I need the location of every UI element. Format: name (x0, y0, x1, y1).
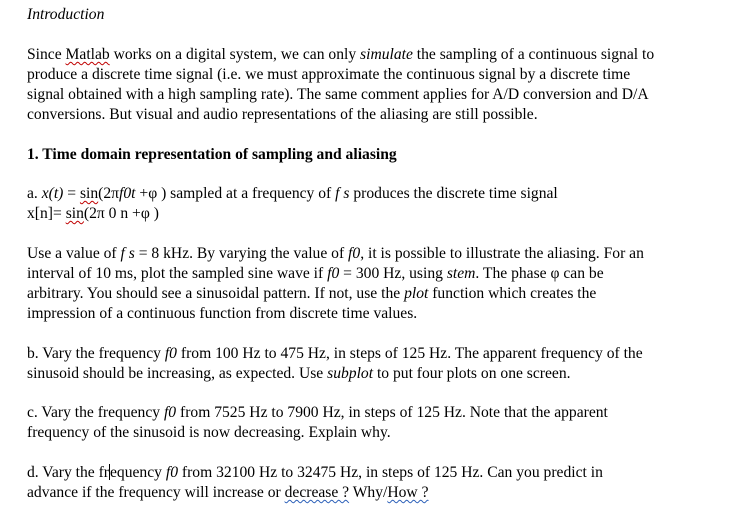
text-run: to put four plots on one screen. (373, 365, 571, 382)
para-d-line-2 (27, 483, 429, 503)
text-run: Why/ (349, 484, 388, 501)
text-run: +φ ) sampled at a frequency of (135, 185, 336, 202)
para-b-line-1 (27, 344, 643, 364)
para-use-line-1 (27, 244, 644, 264)
text-run: from 32100 Hz to 32475 Hz, in steps of 125 Hz. Can you predict in (178, 464, 603, 481)
text-run: (2π (98, 185, 120, 202)
text-run: (2π 0 n +φ ) (83, 205, 159, 222)
para-use-line-2 (27, 264, 604, 284)
text-run: c. Vary the frequency (27, 404, 164, 421)
math-f0: f0 (163, 404, 177, 421)
math-f0t: f0t (119, 185, 136, 202)
math-fs: f s (120, 245, 135, 262)
grammar-check-how[interactable]: How ? (387, 484, 429, 501)
equation-line-a (27, 184, 558, 204)
text-run: from 100 Hz to 475 Hz, in steps of 125 Hz. The apparent frequency of the (176, 345, 643, 362)
spellcheck-word-sin[interactable]: sin (79, 185, 99, 202)
text-run: Use a value of (27, 245, 121, 262)
text-run: interval of 10 ms, plot the sampled sine wave if (27, 265, 328, 282)
para-b-line-2 (27, 364, 571, 384)
math-f0: f0 (327, 265, 340, 282)
text-run: sinusoid should be increasing, as expected. Use (27, 365, 328, 382)
text-run: arbitrary. You should see a sinusoidal pattern. If not, use the (27, 285, 405, 302)
text-run: equency (110, 464, 166, 481)
emphasis-simulate: simulate (360, 46, 413, 63)
text-run: the sampling of a continuous signal to (412, 46, 655, 63)
para-d-line-1 (27, 463, 603, 483)
equation-line-xn (27, 204, 159, 224)
text-run: x[n]= (27, 205, 66, 222)
text-run: , it is possible to illustrate the aliasing. For an (360, 245, 644, 262)
text-run: a. (27, 185, 42, 202)
para-use-line-3 (27, 284, 596, 304)
math-fs: f s (335, 185, 350, 202)
intro-line-1 (27, 45, 654, 65)
spellcheck-word-sin-2[interactable]: sin (65, 205, 84, 222)
intro-line-2: produce a discrete time signal (i.e. we must approximate the continuous signal by a discrete time (27, 66, 631, 83)
intro-line-4: conversions. But visual and audio representations of the aliasing are still possible. (27, 106, 538, 123)
math-xt: x(t) (41, 185, 64, 202)
para-use-line-4: impression of a continuous function from discrete time values. (27, 305, 418, 322)
emphasis-subplot: subplot (327, 365, 374, 382)
text-run: = (63, 185, 80, 202)
text-run: = 8 kHz. By varying the value of (134, 245, 349, 262)
text-run: advance if the frequency will increase or (27, 484, 285, 501)
grammar-check-decrease[interactable]: decrease ? (284, 484, 350, 501)
para-c-line-2: frequency of the sinusoid is now decreasing. Explain why. (27, 424, 391, 441)
spellcheck-word-matlab[interactable]: Matlab (65, 46, 110, 63)
text-run: = 300 Hz, using (339, 265, 447, 282)
text-run: . The phase φ can be (475, 265, 604, 282)
text-run: from 7525 Hz to 7900 Hz, in steps of 125 Hz. Note that the apparent (176, 404, 608, 421)
math-f0: f0 (164, 345, 177, 362)
text-run: d. Vary the (27, 464, 99, 481)
emphasis-stem: stem (446, 265, 476, 282)
math-f0: f0 (348, 245, 361, 262)
emphasis-plot: plot (404, 285, 429, 302)
text-run: b. Vary the frequency (27, 345, 165, 362)
para-c-line-1 (27, 403, 608, 423)
text-run: produces the discrete time signal (349, 185, 558, 202)
math-f0: f0 (165, 464, 178, 481)
section-title: 1. Time domain representation of sampling and aliasing (27, 146, 397, 163)
text-run: fr (98, 464, 109, 481)
text-run: function which creates the (428, 285, 597, 302)
intro-heading: Introduction (27, 6, 105, 23)
text-run: works on a digital system, we can only (109, 46, 361, 63)
text-run: Since (27, 46, 66, 63)
intro-line-3: signal obtained with a high sampling rate). The same comment applies for A/D conversion and D/A (27, 86, 649, 103)
